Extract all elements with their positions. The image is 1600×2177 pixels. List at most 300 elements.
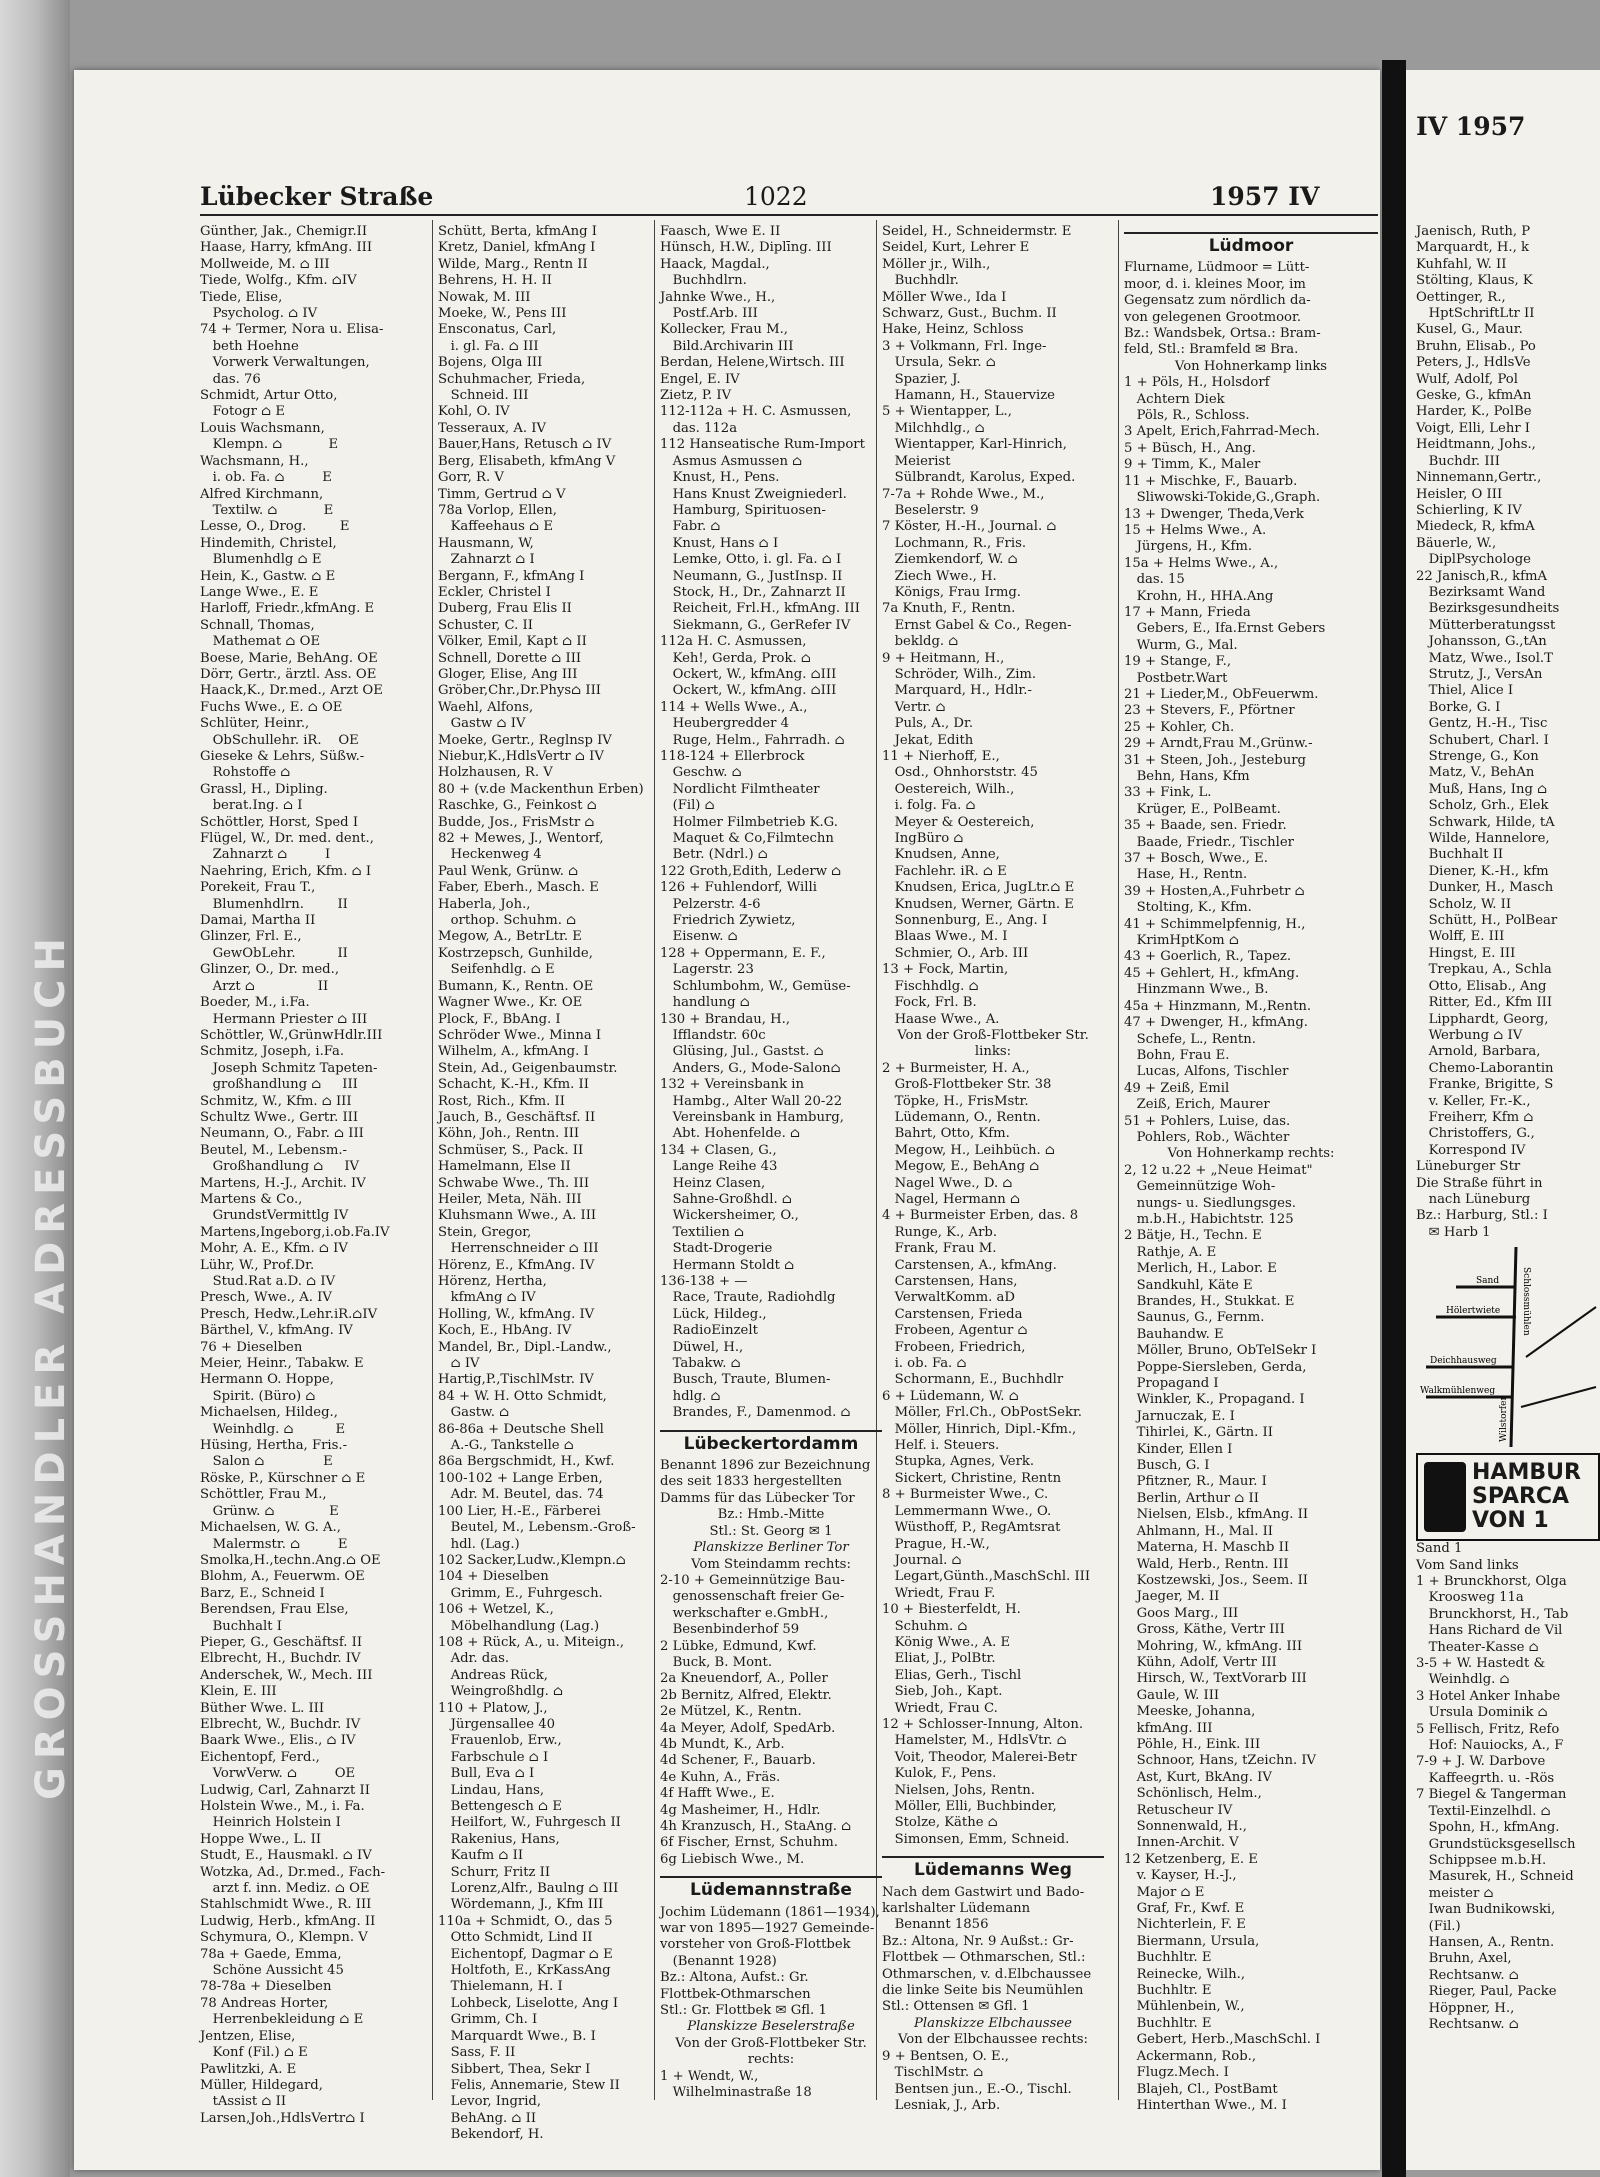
directory-entry: Presch, Wwe., A. IV: [200, 1290, 332, 1306]
directory-entry: 86-86a + Deutsche Shell: [438, 1421, 604, 1437]
directory-entry: Marquardt Wwe., B. I: [438, 2028, 596, 2044]
directory-entry: Bz.: Altona, Aufst.: Gr.: [660, 1970, 809, 1986]
directory-entry: Haberla, Joh.,: [438, 896, 531, 912]
directory-entry: ⌂ IV: [438, 1356, 480, 1372]
directory-entry: Möller jr., Wilh.,: [882, 256, 991, 272]
directory-entry: 7 Köster, H.-H., Journal. ⌂: [882, 519, 1057, 535]
directory-entry: Holmer Filmbetrieb K.G.: [660, 814, 838, 830]
directory-entry: Kaffeehaus ⌂ E: [438, 519, 553, 535]
directory-entry: Ackermann, Rob.,: [1124, 2048, 1257, 2064]
directory-entry: i. ob. Fa. ⌂: [882, 1356, 967, 1372]
section-note: Stl.: St. Georg ✉ 1: [709, 1523, 833, 1539]
directory-entry: Bauhandw. E: [1124, 1326, 1224, 1342]
directory-entry: Fotogr ⌂ E: [200, 404, 286, 420]
directory-entry: Dörr, Gertr., ärztl. Ass. OE: [200, 666, 377, 682]
directory-entry: Hermann Stoldt ⌂: [660, 1257, 795, 1273]
map-label: Wilstorfer: [1499, 1396, 1509, 1443]
directory-entry: Bauer,Hans, Retusch ⌂ IV: [438, 437, 612, 453]
section-note: Von Hohnerkamp rechts:: [1167, 1146, 1335, 1162]
directory-entry: Hof: Nauiocks, A., F: [1416, 1738, 1564, 1754]
directory-entry: Plock, F., BbAng. I: [438, 1011, 561, 1027]
directory-entry: Bz.: Wandsbek, Ortsa.: Bram-: [1124, 326, 1321, 342]
directory-entry: Muß, Hans, Ing ⌂: [1416, 781, 1548, 797]
directory-entry: 21 + Lieder,M., ObFeuerwm.: [1124, 686, 1319, 702]
directory-entry: Sliwowski-Tokide,G.,Graph.: [1124, 490, 1321, 506]
directory-entry: Saunus, G., Fernm.: [1124, 1310, 1265, 1326]
directory-entry: genossenschaft freier Ge-: [660, 1589, 845, 1605]
directory-entry: Rechtsanw. ⌂: [1416, 1967, 1519, 1983]
directory-entry: Miedeck, R, kfmA: [1416, 519, 1535, 535]
directory-entry: Meeske, Johanna,: [1124, 1704, 1256, 1720]
directory-entry: BehAng. ⌂ II: [438, 2110, 537, 2126]
directory-entry: Race, Traute, Radiohdlg: [660, 1290, 836, 1306]
directory-entry: Kostzewski, Jos., Seem. II: [1124, 1572, 1309, 1588]
directory-entry: Lipphardt, Georg,: [1416, 1011, 1549, 1027]
directory-entry: Knust, Hans ⌂ I: [660, 535, 779, 551]
directory-entry: Berdan, Helene,Wirtsch. III: [660, 355, 845, 371]
directory-entry: Franke, Brigitte, S: [1416, 1077, 1554, 1093]
directory-entry: Schuhm. ⌂: [882, 1618, 968, 1634]
directory-entry: Weinhdlg. ⌂ E: [200, 1421, 346, 1437]
directory-entry: Haase Wwe., A.: [882, 1011, 1000, 1027]
map-reference: Planskizze Berliner Tor: [693, 1540, 849, 1556]
directory-entry: Heinz Clasen,: [660, 1175, 766, 1191]
directory-entry: Bojens, Olga III: [438, 355, 543, 371]
directory-entry: Grassl, H., Dipling.: [200, 781, 328, 797]
directory-entry: A.-G., Tankstelle ⌂: [438, 1438, 574, 1454]
directory-entry: Prague, H.-W.,: [882, 1536, 990, 1552]
directory-entry: Schnell, Dorette ⌂ III: [438, 650, 582, 666]
directory-entry: Ziemkendorf, W. ⌂: [882, 552, 1018, 568]
directory-entry: Martens & Co.,: [200, 1191, 303, 1207]
directory-entry: Glinzer, Frl. E.,: [200, 929, 302, 945]
directory-entry: Freiherr, Kfm ⌂: [1416, 1109, 1534, 1125]
directory-entry: Frank, Frau M.: [882, 1241, 997, 1257]
directory-entry: Holling, W., kfmAng. IV: [438, 1306, 595, 1322]
directory-entry: (Fil.): [1416, 1918, 1461, 1934]
directory-entry: Höppner, H.,: [1416, 2000, 1515, 2016]
directory-entry: Lemmermann Wwe., O.: [882, 1503, 1052, 1519]
directory-entry: Flugz.Mech. I: [1124, 2065, 1229, 2081]
directory-entry: Korrespond IV: [1416, 1142, 1526, 1158]
directory-entry: Gaule, W. III: [1124, 1687, 1220, 1703]
directory-entry: Werbung ⌂ IV: [1416, 1027, 1523, 1043]
directory-entry: Zahnarzt ⌂ I: [200, 847, 331, 863]
directory-entry: Tabakw. ⌂: [660, 1356, 741, 1372]
directory-entry: Harder, K., PolBe: [1416, 404, 1532, 420]
directory-entry: 3 Apelt, Erich,Fahrrad-Mech.: [1124, 424, 1320, 440]
directory-entry: Bruhn, Axel,: [1416, 1951, 1512, 1967]
directory-entry: Weingroßhdlg. ⌂: [438, 1684, 564, 1700]
directory-entry: Oestereich, Wilh.,: [882, 781, 1015, 797]
directory-entry: Gross, Käthe, Vertr III: [1124, 1622, 1285, 1638]
directory-entry: Völker, Emil, Kapt ⌂ II: [438, 634, 587, 650]
directory-entry: 6g Liebisch Wwe., M.: [660, 1851, 805, 1867]
section-note: Von der Elbchaussee rechts:: [897, 2032, 1089, 2048]
directory-column-4: [882, 224, 1104, 2114]
directory-entry: 9 + Bentsen, O. E.,: [882, 2048, 1009, 2064]
directory-entry: 4b Mundt, K., Arb.: [660, 1736, 785, 1752]
directory-entry: Gastw. ⌂: [438, 1405, 510, 1421]
directory-entry: Voit, Theodor, Malerei-Betr: [882, 1749, 1077, 1765]
directory-entry: Pohlers, Rob., Wächter: [1124, 1129, 1290, 1145]
directory-entry: Megow, A., BetrLtr. E: [438, 929, 582, 945]
directory-entry: Lohbeck, Liselotte, Ang I: [438, 1995, 619, 2011]
directory-entry: Meyer & Oestereich,: [882, 814, 1035, 830]
directory-entry: Stölting, Klaus, K: [1416, 273, 1533, 289]
directory-entry: Poppe-Siersleben, Gerda,: [1124, 1359, 1307, 1375]
directory-entry: Voigt, Elli, Lehr I: [1416, 420, 1531, 436]
directory-entry: DiplPsychologe: [1416, 552, 1531, 568]
directory-entry: Hörenz, Hertha,: [438, 1274, 547, 1289]
spine-text: GROSSHANDLER ADRESSBUCH: [28, 929, 74, 1800]
directory-entry: Fabr. ⌂: [660, 519, 721, 535]
directory-entry: 130 + Brandau, H.,: [660, 1011, 791, 1027]
directory-entry: Benannt 1856: [882, 1917, 989, 1933]
directory-entry: Larsen,Joh.,HdlsVertr⌂ I: [200, 2110, 365, 2126]
directory-entry: Blaas Wwe., M. I: [882, 929, 1008, 945]
section-note: Von der Groß-Flottbeker Str.: [897, 1027, 1089, 1043]
directory-entry: Hamburg, Spirituosen-: [660, 502, 826, 518]
directory-entry: Brunckhorst, H., Tab: [1416, 1606, 1569, 1622]
directory-entry: Friedrich Zywietz,: [660, 913, 796, 929]
directory-entry: Kroosweg 11a: [1416, 1590, 1524, 1606]
directory-entry: Bruhn, Elisab., Po: [1416, 338, 1536, 354]
directory-entry: Möller Wwe., Ida I: [882, 289, 1007, 305]
directory-entry: Schymura, O., Klempn. V: [200, 1930, 368, 1946]
directory-entry: des seit 1833 hergestellten: [660, 1474, 842, 1490]
directory-entry: Bull, Eva ⌂ I: [438, 1766, 535, 1782]
directory-entry: Farbschule ⌂ I: [438, 1749, 549, 1765]
directory-entry: Hans Richard de Vil: [1416, 1623, 1563, 1639]
directory-entry: Buchdr. III: [1416, 453, 1500, 469]
directory-entry: Zietz, P. IV: [660, 388, 732, 404]
directory-entry: Textilw. ⌂ E: [200, 502, 334, 518]
directory-entry: Andreas Rück,: [438, 1667, 548, 1683]
directory-entry: Blajeh, Cl., PostBamt: [1124, 2081, 1278, 2097]
directory-entry: 7 Biegel & Tangerman: [1416, 1787, 1567, 1803]
directory-entry: Schlumbohm, W., Gemüse-: [660, 978, 851, 994]
page-header-title: Lübecker Straße: [200, 182, 434, 211]
directory-entry: Sahne-Großhdl. ⌂: [660, 1191, 792, 1207]
directory-entry: 12 + Schlosser-Innung, Alton.: [882, 1716, 1084, 1732]
directory-entry: Wulf, Adolf, Pol: [1416, 371, 1518, 387]
directory-entry: Reicheit, Frl.H., kfmAng. III: [660, 601, 860, 617]
directory-entry: Elbrecht, H., Buchdr. IV: [200, 1651, 361, 1667]
directory-entry: Eichentopf, Dagmar ⌂ E: [438, 1946, 613, 1962]
directory-entry: 47 + Dwenger, H., kfmAng.: [1124, 1015, 1308, 1031]
directory-entry: Innen-Archit. V: [1124, 1835, 1239, 1851]
directory-entry: Wördemann, J., Kfm III: [438, 1897, 604, 1913]
directory-entry: Hermann Priester ⌂ III: [200, 1011, 368, 1027]
directory-entry: Mohring, W., kfmAng. III: [1124, 1638, 1303, 1654]
directory-entry: 100-102 + Lange Erben,: [438, 1470, 603, 1486]
directory-entry: Borke, G. I: [1416, 699, 1501, 715]
directory-entry: Niebur,K.,HdlsVertr ⌂ IV: [438, 749, 604, 764]
directory-entry: Heisler, O III: [1416, 486, 1503, 502]
directory-entry: Wilhelm, A., kfmAng. I: [438, 1044, 589, 1060]
directory-entry: GrundstVermittlg IV: [200, 1208, 349, 1224]
directory-entry: Geske, G., kfmAn: [1416, 388, 1532, 404]
directory-entry: Gieseke & Lehrs, Süßw.-: [200, 749, 365, 764]
directory-entry: Alfred Kirchmann,: [200, 486, 324, 502]
map-reference: Planskizze Elbchaussee: [914, 2015, 1072, 2031]
directory-entry: Elias, Gerh., Tischl: [882, 1667, 1022, 1683]
directory-entry: Hirsch, W., TextVorarb III: [1124, 1671, 1307, 1687]
directory-entry: Klein, E. III: [200, 1684, 277, 1700]
directory-entry: Trepkau, A., Schla: [1416, 962, 1552, 978]
directory-entry: 12 Ketzenberg, E. E: [1124, 1851, 1258, 1867]
directory-entry: Besenbinderhof 59: [660, 1622, 800, 1638]
directory-entry: 2a Kneuendorf, A., Poller: [660, 1671, 828, 1687]
directory-entry: 45 + Gehlert, H., kfmAng.: [1124, 965, 1300, 981]
directory-entry: Gebert, Herb.,MaschSchl. I: [1124, 2032, 1321, 2048]
directory-entry: 108 + Rück, A., u. Miteign.,: [438, 1634, 625, 1650]
directory-entry: Baade, Friedr., Tischler: [1124, 834, 1294, 850]
directory-entry: Scholz, W. II: [1416, 896, 1512, 912]
directory-entry: 11 + Mischke, F., Bauarb.: [1124, 473, 1298, 489]
directory-entry: Siekmann, G., GerRefer IV: [660, 617, 851, 633]
directory-entry: Nach dem Gastwirt und Bado-: [882, 1884, 1085, 1900]
directory-entry: Thiel, Alice I: [1416, 683, 1514, 699]
directory-entry: Arnold, Barbara,: [1416, 1044, 1541, 1060]
directory-entry: 4g Masheimer, H., Hdlr.: [660, 1802, 821, 1818]
directory-entry: Carstensen, Hans,: [882, 1274, 1018, 1289]
directory-entry: Mandel, Br., Dipl.-Landw.,: [438, 1339, 612, 1355]
directory-entry: Seifenhdlg. ⌂ E: [438, 962, 555, 978]
directory-entry: Möbelhandlung (Lag.): [438, 1618, 600, 1634]
directory-entry: Jekat, Edith: [882, 732, 974, 748]
directory-entry: Marquardt, H., k: [1416, 240, 1529, 256]
directory-entry: Berlin, Arthur ⌂ II: [1124, 1490, 1259, 1506]
directory-entry: Krüger, E., PolBeamt.: [1124, 801, 1281, 817]
directory-entry: Jahnke Wwe., H.,: [660, 289, 776, 305]
street-heading: Lüneburger Str: [1416, 1159, 1521, 1175]
directory-entry: feld, Stl.: Bramfeld ✉ Bra.: [1124, 342, 1299, 358]
directory-entry: Klempn. ⌂ E: [200, 437, 339, 453]
directory-entry: Knudsen, Erica, JugLtr.⌂ E: [882, 880, 1075, 896]
directory-entry: Schippsee m.b.H.: [1416, 1852, 1547, 1868]
directory-entry: Spazier, J.: [882, 371, 961, 387]
directory-entry: Heckenweg 4: [438, 847, 542, 863]
directory-entry: werkschafter e.GmbH.,: [660, 1605, 829, 1621]
directory-entry: 4 + Burmeister Erben, das. 8: [882, 1208, 1079, 1224]
directory-entry: Otto, Elisab., Ang: [1416, 978, 1547, 994]
directory-entry: Gegensatz zum nördlich da-: [1124, 293, 1311, 309]
directory-entry: Grundstücksgesellsch: [1416, 1836, 1576, 1852]
directory-entry: Goos Marg., III: [1124, 1605, 1239, 1621]
directory-entry: Hausmann, W,: [438, 535, 534, 551]
directory-entry: Kühn, Adolf, Vertr III: [1124, 1654, 1277, 1670]
directory-entry: Engel, E. IV: [660, 371, 740, 387]
directory-entry: hdl. (Lag.): [438, 1536, 520, 1552]
directory-entry: Behrens, H. H. II: [438, 273, 552, 289]
directory-entry: die linke Seite bis Neumühlen: [882, 1983, 1084, 1999]
directory-entry: 2e Mützel, K., Rentn.: [660, 1704, 802, 1720]
directory-entry: Möller, Frl.Ch., ObPostSekr.: [882, 1405, 1082, 1421]
directory-entry: Wickersheimer, O.,: [660, 1208, 799, 1224]
directory-entry: bekldg. ⌂: [882, 634, 959, 650]
street-heading: Lüdemannstraße: [660, 1876, 882, 1898]
directory-entry: Wachsmann, H.,: [200, 453, 309, 469]
directory-entry: 49 + Zeiß, Emil: [1124, 1080, 1230, 1096]
directory-entry: Schütt, H., PolBear: [1416, 913, 1558, 929]
directory-entry: 39 + Hosten,A.,Fuhrbetr ⌂: [1124, 883, 1305, 899]
directory-entry: Pelzerstr. 4-6: [660, 896, 761, 912]
directory-entry: Nagel, Hermann ⌂: [882, 1191, 1021, 1207]
directory-entry: Wilhelminastraße 18: [660, 2085, 812, 2101]
directory-entry: Gorr, R. V: [438, 470, 504, 486]
directory-entry: Pöls, R., Schloss.: [1124, 408, 1250, 424]
directory-entry: das. 15: [1124, 572, 1185, 588]
directory-entry: Rieger, Paul, Packe: [1416, 1984, 1557, 2000]
directory-entry: Rohstoffe ⌂: [200, 765, 291, 781]
directory-entry: 35 + Baade, sen. Friedr.: [1124, 818, 1287, 834]
directory-entry: Tiede, Elise,: [200, 289, 283, 305]
directory-entry: 6f Fischer, Ernst, Schuhm.: [660, 1835, 838, 1851]
directory-entry: Schwarz, Gust., Buchm. II: [882, 306, 1057, 322]
directory-entry: Fachlehr. iR. ⌂ E: [882, 863, 1007, 879]
directory-entry: Schefe, L., Rentn.: [1124, 1031, 1256, 1047]
directory-entry: Joseph Schmitz Tapeten-: [200, 1060, 378, 1076]
directory-entry: Kusel, G., Maur.: [1416, 322, 1523, 338]
section-note: Von Hohnerkamp links: [1174, 358, 1328, 374]
directory-entry: Betr. (Ndrl.) ⌂: [660, 847, 768, 863]
map-label: Schlossmühlen: [1521, 1267, 1531, 1336]
directory-entry: Lindau, Hans,: [438, 1782, 545, 1798]
directory-entry: Möller, Hinrich, Dipl.-Kfm.,: [882, 1421, 1077, 1437]
directory-column-2: [438, 224, 660, 2144]
directory-entry: Herrenbekleidung ⌂ E: [200, 2012, 364, 2028]
directory-entry: 112a H. C. Asmussen,: [660, 634, 807, 650]
directory-column-1: [200, 224, 422, 2127]
directory-entry: 2 + Burmeister, H. A.,: [882, 1060, 1030, 1076]
directory-entry: Porekeit, Frau T.,: [200, 880, 316, 896]
directory-entry: Elbrecht, W., Buchdr. IV: [200, 1716, 361, 1732]
directory-entry: Schöttler, Frau M.,: [200, 1487, 327, 1503]
directory-entry: Großhandlung ⌂ IV: [200, 1159, 360, 1175]
directory-entry: 2-10 + Gemeinnützige Bau-: [660, 1572, 845, 1588]
directory-entry: Othmarschen, v. d.Elbchaussee: [882, 1966, 1092, 1982]
directory-entry: 104 + Dieselben: [438, 1569, 549, 1585]
directory-entry: 7-9 + J. W. Darbove: [1416, 1754, 1546, 1770]
directory-entry: Meier, Heinr., Tabakw. E: [200, 1356, 364, 1372]
directory-entry: Heilfort, W., Fuhrgesch II: [438, 1815, 621, 1831]
directory-entry: Megow, E., BehAng ⌂: [882, 1159, 1040, 1175]
directory-entry: Vorwerk Verwaltungen,: [200, 355, 370, 371]
directory-entry: Gebers, E., Ifa.Ernst Gebers: [1124, 621, 1326, 637]
directory-entry: Ockert, W., kfmAng. ⌂III: [660, 683, 837, 699]
directory-entry: Pöhle, H., Eink. III: [1124, 1736, 1261, 1752]
directory-entry: Lesniak, J., Arb.: [882, 2097, 1001, 2113]
directory-entry: Bentsen jun., E.-O., Tischl.: [882, 2081, 1072, 2097]
directory-entry: Schöttler, Horst, Sped I: [200, 814, 359, 830]
directory-entry: 136-138 + —: [660, 1274, 748, 1289]
directory-entry: 19 + Stange, F.,: [1124, 654, 1232, 670]
directory-entry: Wriedt, Frau C.: [882, 1700, 998, 1716]
directory-entry: Ritter, Ed., Kfm III: [1416, 995, 1553, 1011]
directory-entry: 25 + Kohler, Ch.: [1124, 719, 1235, 735]
directory-entry: 4e Kuhn, A., Fräs.: [660, 1769, 781, 1785]
directory-entry: Röske, P., Kürschner ⌂ E: [200, 1470, 366, 1486]
directory-entry: Seidel, Kurt, Lehrer E: [882, 240, 1030, 256]
street-heading: Lübeckertordamm: [660, 1430, 882, 1452]
directory-entry: KrimHptKom ⌂: [1124, 933, 1239, 949]
directory-entry: Stolting, K., Kfm.: [1124, 900, 1252, 916]
section-note: Vom Steindamm rechts:: [691, 1556, 851, 1572]
directory-entry: Bergann, F., kfmAng I: [438, 568, 585, 584]
directory-entry: 126 + Fuhlendorf, Willi: [660, 880, 817, 896]
directory-entry: Haack,K., Dr.med., Arzt OE: [200, 683, 383, 699]
directory-entry: Buchhltr. E: [1124, 2015, 1212, 2031]
directory-entry: Lesse, O., Drog. E: [200, 519, 350, 535]
directory-entry: Heiler, Meta, Näh. III: [438, 1191, 582, 1207]
directory-entry: Zeiß, Erich, Maurer: [1124, 1097, 1270, 1113]
directory-entry: Gröber,Chr.,Dr.Phys⌂ III: [438, 683, 601, 699]
directory-entry: Schormann, E., Buchhdlr: [882, 1372, 1064, 1388]
directory-entry: Buchhltr. E: [1124, 1983, 1212, 1999]
directory-entry: Abt. Hohenfelde. ⌂: [660, 1126, 801, 1142]
directory-entry: Runge, K., Arb.: [882, 1224, 998, 1240]
directory-entry: 7-7a + Rohde Wwe., M.,: [882, 486, 1045, 502]
directory-entry: Kohl, O. IV: [438, 404, 510, 420]
directory-entry: Hörenz, E., KfmAng. IV: [438, 1257, 595, 1273]
page-header-year: 1957 IV: [1210, 182, 1320, 211]
directory-entry: Herrenschneider ⌂ III: [438, 1241, 599, 1257]
directory-entry: 5 + Wientapper, L.,: [882, 404, 1012, 420]
directory-entry: Grimm, Ch. I: [438, 2012, 538, 2028]
directory-entry: 4h Kranzusch, H., StaAng. ⌂: [660, 1819, 852, 1834]
directory-entry: Krohn, H., HHA.Ang: [1124, 588, 1274, 604]
directory-entry: Hermann O. Hoppe,: [200, 1372, 334, 1388]
directory-entry: Wotzka, Ad., Dr.med., Fach-: [200, 1864, 386, 1880]
directory-entry: Schnoor, Hans, tZeichn. IV: [1124, 1753, 1317, 1769]
directory-entry: Hamelster, M., HdlsVtr. ⌂: [882, 1733, 1067, 1749]
directory-entry: Groß-Flottbeker Str. 38: [882, 1077, 1052, 1093]
directory-entry: hdlg. ⌂: [660, 1388, 721, 1404]
directory-entry: vorsteher von Groß-Flottbek: [660, 1937, 851, 1953]
directory-entry: Ursula Dominik ⌂: [1416, 1705, 1548, 1721]
directory-entry: Gentz, H.-H., Tisc: [1416, 716, 1548, 732]
directory-entry: 128 + Oppermann, E. F.,: [660, 945, 826, 961]
ad-line: HAMBUR: [1472, 1460, 1581, 1486]
directory-entry: Legart,Günth.,MaschSchl. III: [882, 1569, 1091, 1585]
directory-entry: i. ob. Fa. ⌂ E: [200, 470, 332, 486]
directory-entry: Bz.: Harburg, Stl.: I: [1416, 1208, 1548, 1224]
directory-entry: Fuchs Wwe., E. ⌂ OE: [200, 699, 343, 715]
directory-entry: Wriedt, Frau F.: [882, 1585, 996, 1601]
directory-entry: Günther, Jak., Chemigr.II: [200, 224, 368, 239]
directory-entry: 15a + Helms Wwe., A.,: [1124, 555, 1279, 571]
directory-entry: Nagel Wwe., D. ⌂: [882, 1175, 1013, 1191]
directory-entry: 8 + Burmeister Wwe., C.: [882, 1487, 1049, 1503]
directory-entry: Hinzmann Wwe., B.: [1124, 982, 1269, 998]
directory-entry: 132 + Vereinsbank in: [660, 1077, 804, 1093]
directory-entry: Hinterthan Wwe., M. I: [1124, 2097, 1287, 2113]
directory-entry: 37 + Bosch, Wwe., E.: [1124, 851, 1268, 867]
directory-entry: 112 Hanseatische Rum-Import: [660, 437, 865, 453]
directory-entry: Schubert, Charl. I: [1416, 732, 1549, 748]
directory-entry: handlung ⌂: [660, 995, 750, 1011]
directory-entry: (Fil) ⌂: [660, 798, 715, 814]
directory-entry: Lagerstr. 23: [660, 962, 754, 978]
directory-entry: Flottbek-Othmarschen: [660, 1986, 811, 2002]
directory-entry: tAssist ⌂ II: [200, 2094, 287, 2110]
directory-entry: Lange Reihe 43: [660, 1159, 778, 1175]
directory-entry: Flurname, Lüdmoor = Lütt-: [1124, 260, 1310, 276]
directory-entry: Asmus Asmussen ⌂: [660, 453, 803, 469]
directory-entry: Schultz Wwe., Gertr. III: [200, 1109, 359, 1125]
